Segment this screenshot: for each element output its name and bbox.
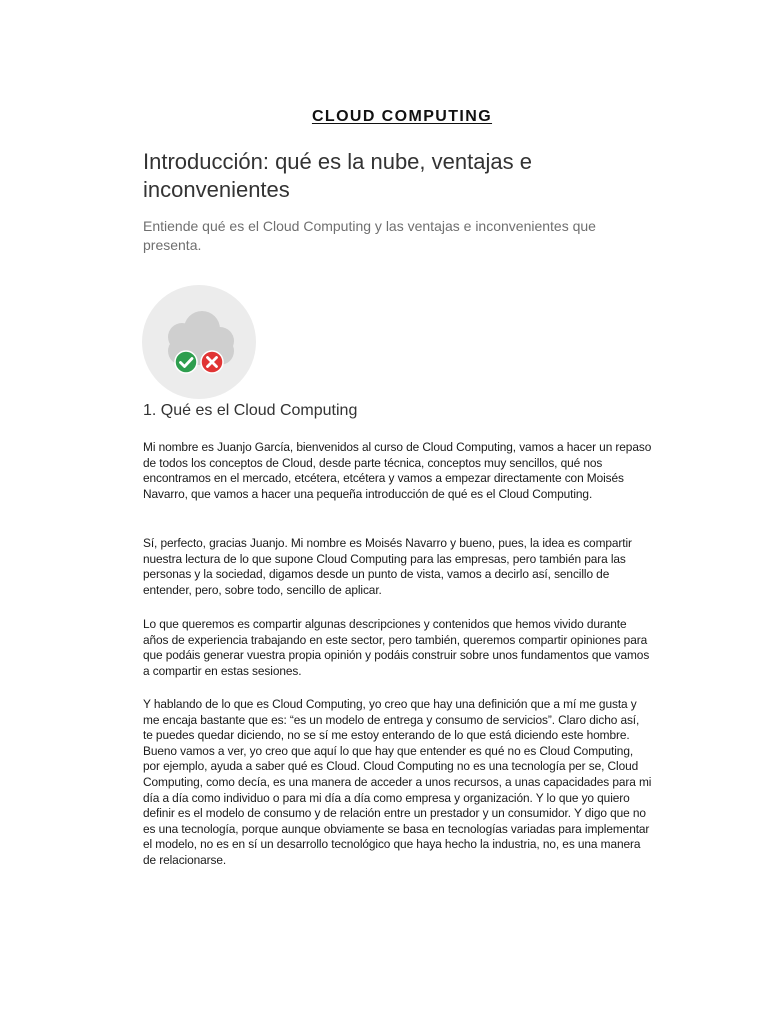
paragraph: Lo que queremos es compartir algunas descripciones y contenidos que hemos vivido durante años de experiencia trabajando en este sector, pero también, queremos compartir opiniones para que podáis generar vuestra propia opinión y podáis construir sobre unos fundamentos que vamos a compartir en estas sesiones.	[143, 617, 650, 678]
paragraph: Mi nombre es Juanjo García, bienvenidos al curso de Cloud Computing, vamos a hacer un repaso de todos los conceptos de Cloud, desde parte técnica, conceptos muy sencillos, qué nos encontramos en el mercado, etcétera, etcétera y vamos a empezar directamente con Moisés Navarro, que vamos a hacer una pequeña introducción de qué es el Cloud Computing.	[143, 440, 652, 501]
document-title: CLOUD COMPUTING	[311, 108, 493, 125]
cross-icon	[201, 351, 223, 373]
intro-subtitle: Entiende qué es el Cloud Computing y las ventajas e inconvenientes que presenta.	[143, 218, 596, 253]
paragraph: Sí, perfecto, gracias Juanjo. Mi nombre es Moisés Navarro y bueno, pues, la idea es compartir nuestra lectura de lo que supone Cloud Computing para las empresas, pero también para las personas y la sociedad, digamos desde un punto de vista, vamos a decirlo así, sencillo de entender, pero, sobre todo, sencillo de aplicar.	[143, 536, 632, 597]
section-heading: 1. Qué es el Cloud Computing	[143, 402, 358, 419]
check-icon	[175, 351, 197, 373]
cloud-illustration	[142, 285, 256, 399]
paragraph: Y hablando de lo que es Cloud Computing, yo creo que hay una definición que a mí me gusta y me encaja bastante que es: “es un modelo de entrega y consumo de servicios”. Claro dicho así, te puedes quedar diciendo, no se sí me estoy enterando de lo que está diciendo este hombre. Bueno vamos a ver, yo creo que aquí lo que hay que entender es qué no es Cloud Computing, por ejemplo, ayuda a saber qué es Cloud. Cloud Computing no es una tecnología per se, Cloud Computing, como decía, es una manera de acceder a unos recursos, a unas capacidades para mi día a día como individuo o para mi día a día como empresa y organización. Y lo que yo quiero definir es el modelo de consumo y de relación entre un prestador y un consumidor. Y digo que no es una tecnología, porque aunque obviamente se basa en tecnologías variadas para implementar el modelo, no es en sí un desarrollo tecnológico que haya hecho la industria, no, es una manera de relacionarse.	[143, 697, 652, 867]
intro-heading: Introducción: qué es la nube, ventajas e inconvenientes	[143, 149, 532, 202]
